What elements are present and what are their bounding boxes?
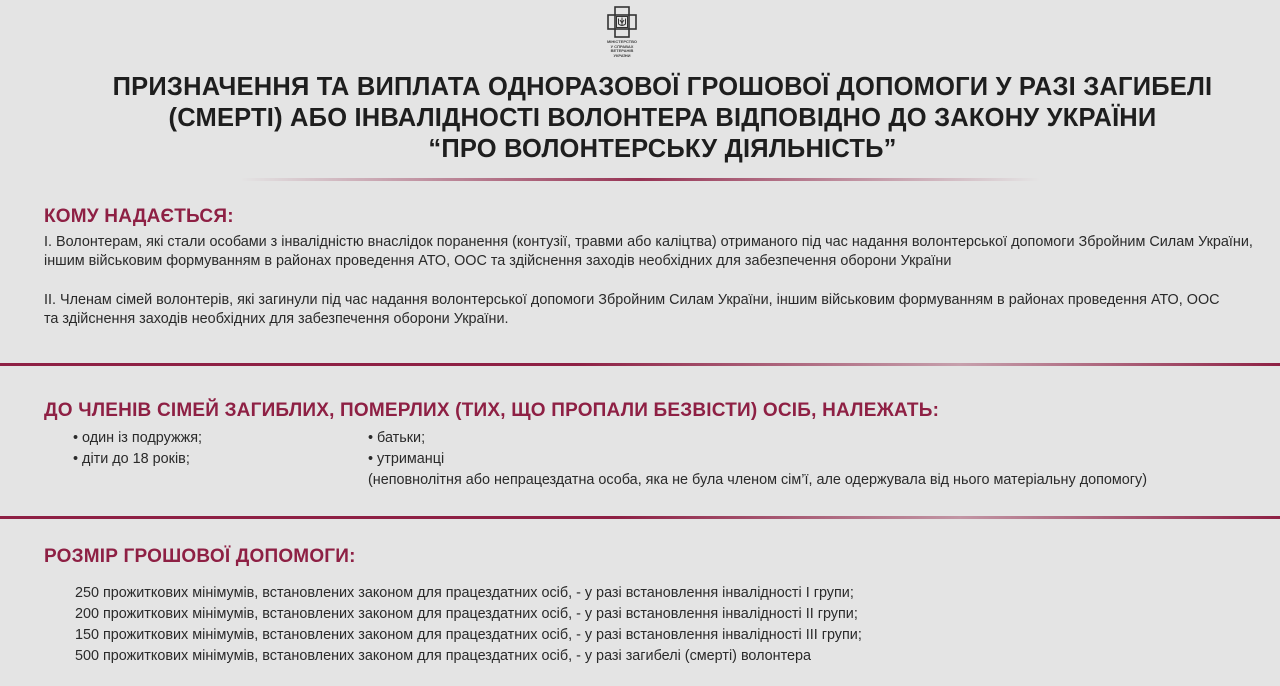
logo-text-line: МІНІСТЕРСТВО — [606, 39, 638, 44]
section-heading-family-members: ДО ЧЛЕНІВ СІМЕЙ ЗАГИБЛИХ, ПОМЕРЛИХ (ТИХ, ЩО ПРОПАЛИ БЕЗВІСТИ) ОСІБ, НАЛЕЖАТЬ: — [44, 400, 940, 421]
list-item: • утриманці — [368, 449, 1147, 470]
ministry-logo — [604, 6, 640, 58]
list-item: • діти до 18 років; — [73, 449, 202, 470]
section-divider — [0, 516, 1280, 519]
paragraph-disabled-volunteers: І. Волонтерам, які стали особами з інвалідністю внаслідок поранення (контузії, травми або каліцтва) отриманого під час надання волонтерської допомоги Збройним Силам України, іншим військовим формуванням в районах проведення АТО, ООС та здійснення заходів необхідних для забезпечення оборони України — [44, 234, 1253, 269]
family-list-left — [73, 428, 202, 470]
page-title — [90, 72, 1235, 165]
family-list-right — [368, 428, 1147, 491]
amount-line: 150 прожиткових мінімумів, встановлених законом для працездатних осіб, - у разі встановлення інвалідності III групи; — [75, 627, 862, 643]
dependents-note: (неповнолітня або непрацездатна особа, яка не була членом сім’ї, але одержувала від нього матеріальну допомогу) — [368, 472, 1148, 488]
amount-line: 500 прожиткових мінімумів, встановлених законом для працездатних осіб, - у разі загибелі (смерті) волонтера — [75, 648, 812, 664]
logo-text-line: У СПРАВАХ — [610, 43, 634, 49]
logo-text-line: УКРАЇНИ — [613, 52, 631, 58]
title-line-3: “ПРО ВОЛОНТЕРСЬКУ ДІЯЛЬНІСТЬ” — [428, 135, 897, 163]
list-item: • один із подружжя; — [73, 428, 202, 449]
list-item: • батьки; — [368, 428, 1147, 449]
logo-text-line: ВЕТЕРАНІВ — [610, 48, 634, 54]
section-heading-recipients: КОМУ НАДАЄТЬСЯ: — [44, 206, 234, 227]
section-divider — [0, 363, 1280, 366]
paragraph-family-members: ІІ. Членам сімей волонтерів, які загинули під час надання волонтерської допомоги Збройним Силам України, іншим військовим формуванням в районах проведення АТО, ООС та здійснення заходів необхідних для забезпечення оборони України. — [44, 292, 1220, 327]
amount-line: 200 прожиткових мінімумів, встановлених законом для працездатних осіб, - у разі встановлення інвалідності II групи; — [75, 606, 858, 622]
ministry-emblem-icon — [607, 6, 637, 38]
amount-line: 250 прожиткових мінімумів, встановлених законом для працездатних осіб, - у разі встановлення інвалідності I групи; — [75, 585, 854, 601]
title-line-2: (СМЕРТІ) АБО ІНВАЛІДНОСТІ ВОЛОНТЕРА ВІДПОВІДНО ДО ЗАКОНУ УКРАЇНИ — [168, 104, 1157, 132]
title-line-1: ПРИЗНАЧЕННЯ ТА ВИПЛАТА ОДНОРАЗОВОЇ ГРОШОВОЇ ДОПОМОГИ У РАЗІ ЗАГИБЕЛІ — [112, 73, 1213, 101]
title-underline — [240, 178, 1040, 181]
section-heading-amount: РОЗМІР ГРОШОВОЇ ДОПОМОГИ: — [44, 546, 356, 567]
